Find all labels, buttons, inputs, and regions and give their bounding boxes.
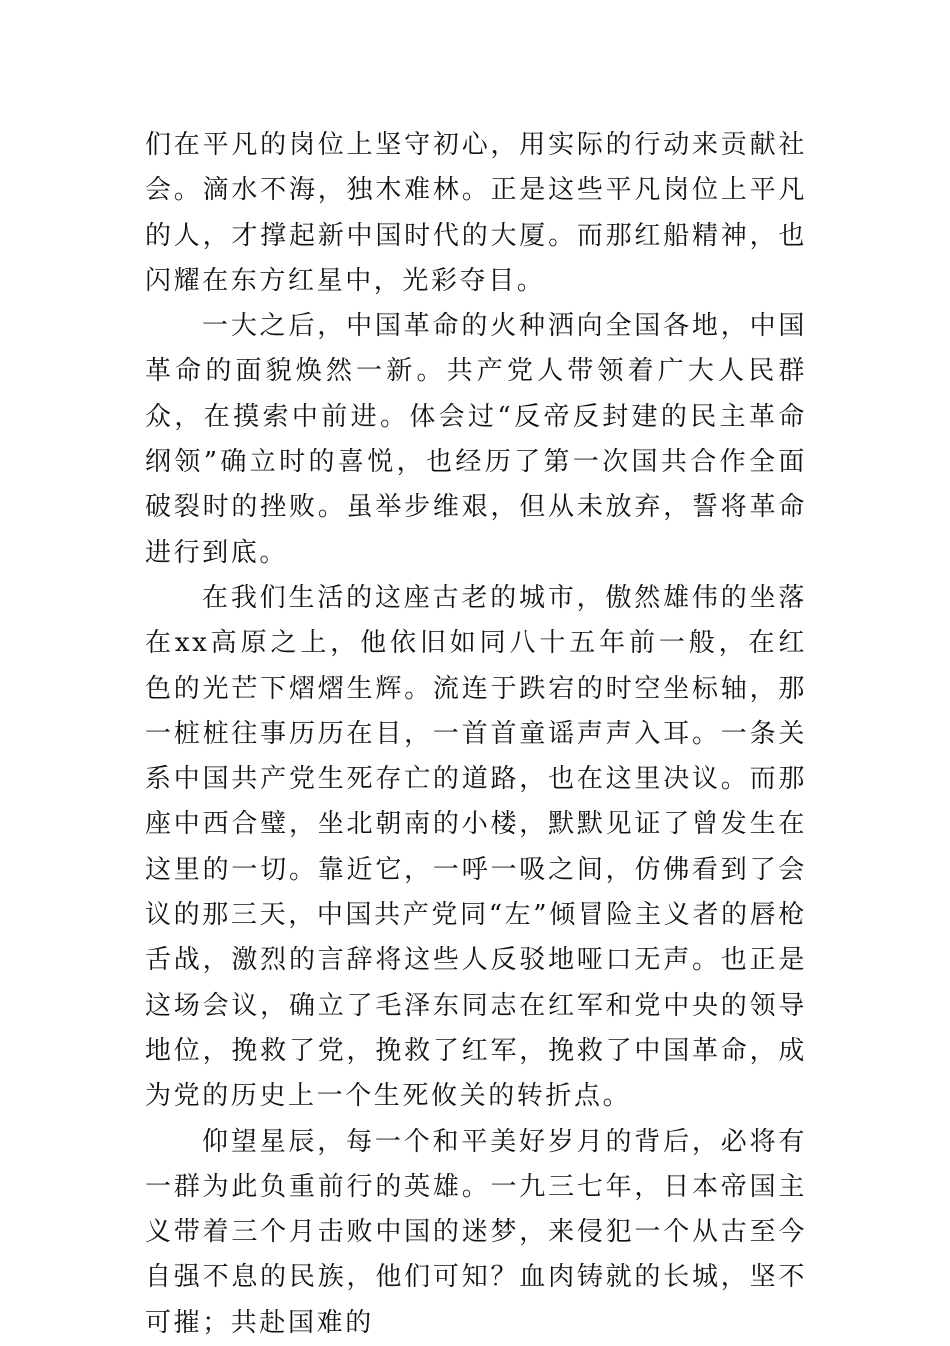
body-text	[145, 123, 807, 1346]
paragraph-heroes: 仰望星辰，每一个和平美好岁月的背后，必将有一群为此负重前行的英雄。一九三七年，日本帝国主义带着三个月击败中国的迷梦，来侵犯一个从古至今自强不息的民族，他们可知？血肉铸就的长城，坚不可摧；共赴国难的	[145, 1126, 807, 1338]
paragraph-first-congress: 一大之后，中国革命的火种洒向全国各地，中国革命的面貌焕然一新。共产党人带领着广大人民群众，在摸索中前进。体会过“反帝反封建的民主革命纲领”确立时的喜悦，也经历了第一次国共合作全面破裂时的挫败。虽举步维艰，但从未放弃，誓将革命进行到底。	[145, 311, 807, 568]
paragraph-continued: 们在平凡的岗位上坚守初心，用实际的行动来贡献社会。滴水不海，独木难林。正是这些平凡岗位上平凡的人，才撑起新中国时代的大厦。而那红船精神，也闪耀在东方红星中，光彩夺目。	[145, 130, 807, 296]
paragraph-ancient-city: 在我们生活的这座古老的城市，傲然雄伟的坐落在xx高原之上，他依旧如同八十五年前一般，在红色的光芒下熠熠生辉。流连于跌宕的时空坐标轴，那一桩桩往事历历在目，一首首童谣声声入耳。一条关系中国共产党生死存亡的道路，也在这里决议。而那座中西合璧，坐北朝南的小楼，默默见证了曾发生在这里的一切。靠近它，一呼一吸之间，仿佛看到了会议的那三天，中国共产党同“左”倾冒险主义者的唇枪舌战，激烈的言辞将这些人反驳地哑口无声。也正是这场会议，确立了毛泽东同志在红军和党中央的领导地位，挽救了党，挽救了红军，挽救了中国革命，成为党的历史上一个生死攸关的转折点。	[145, 582, 807, 1112]
